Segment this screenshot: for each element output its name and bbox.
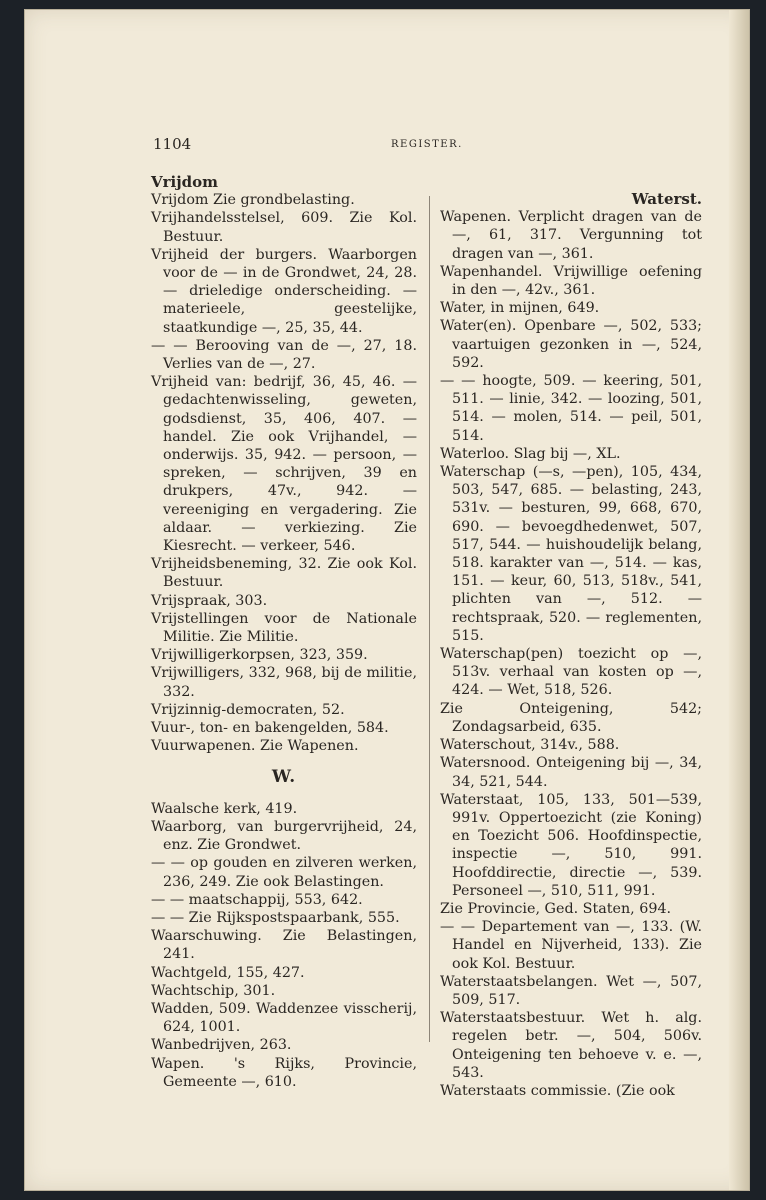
index-entry: Waterloo. Slag bij —, XL. <box>440 445 621 462</box>
running-head: REGISTER. <box>391 139 463 150</box>
index-entry: Waalsche kerk, 419. <box>151 800 298 817</box>
index-entry: Water(en). Openbare —, 502, 533; vaartuigen gezonken in —, 524, 592. <box>440 318 702 371</box>
index-entry: Wapenhandel. Vrijwillige oefening in den —, 42v., 361. <box>440 263 702 299</box>
index-entry: Vuur-, ton- en bakengelden, 584. <box>151 720 389 737</box>
index-entry: Waterstaatsbelangen. Wet —, 507, 509, 517. <box>440 973 702 1008</box>
index-entry: Vrijdom Zie grondbelasting. <box>151 192 355 209</box>
index-entry: Waterschap (—s, —pen), 105, 434, 503, 547, 685. — belasting, 243, 531v. — besturen, 99, 668, 670, 690. — bevoegdhedenwet, 507, 517, 544. — huishoudelijk belang, 518. karakter van —, 514. — kas, 151. — keur, 60, 513, 518v., 541, plichten van —, 512. — rechtspraak, 520. — reglementen, 515. <box>440 464 702 644</box>
index-entry: Wapen. 's Rijks, Provincie, Gemeente —, 610. <box>151 1055 417 1090</box>
index-entry: Watersnood. Onteigening bij —, 34, 34, 521, 544. <box>440 755 702 790</box>
index-entry: Waterstaatsbestuur. Wet h. alg. regelen betr. —, 504, 506v. Onteigening ten behoeve v. e. —, 543. <box>440 1010 702 1081</box>
index-entry: Vrijwilligerkorpsen, 323, 359. <box>151 647 368 664</box>
index-entry: — — op gouden en zilveren werken, 236, 249. Zie ook Belastingen. <box>151 855 417 890</box>
index-entry: Wapenen. Verplicht dragen van de —, 61, 317. Vergunning tot dragen van —, 361. <box>440 209 702 262</box>
left-catchword: Vrijdom <box>151 173 219 191</box>
index-entry: Wadden, 509. Waddenzee visscherij, 624, 1001. <box>151 1000 417 1036</box>
index-entry: Waarborg, van burgervrijheid, 24, enz. Zie Grondwet. <box>151 818 417 854</box>
index-entry: Wachtgeld, 155, 427. <box>151 964 305 981</box>
left-column <box>151 173 417 1091</box>
index-entry: — — Departement van —, 133. (W. Handel en Nijverheid, 133). Zie ook Kol. Bestuur. <box>440 919 702 972</box>
index-entry: — — maatschappij, 553, 642. <box>151 891 363 908</box>
page-number: 1104 <box>153 135 192 153</box>
index-entry: Vrijhandelsstelsel, 609. Zie Kol. Bestuur. <box>151 210 417 245</box>
index-entry: Waterstaats commissie. (Zie ook <box>440 1082 675 1099</box>
index-entry: — — Zie Rijkspostspaarbank, 555. <box>151 909 400 926</box>
column-divider <box>429 196 430 1042</box>
index-entry: Vrijstellingen voor de Nationale Militie. Zie Militie. <box>151 610 417 646</box>
index-entry: Vrijzinnig-democraten, 52. <box>151 701 345 718</box>
index-entry: Waterstaat, 105, 133, 501—539, 991v. Oppertoezicht (zie Koning) en Toezicht 506. Hoofdinspectie, inspectie —, 510, 991. Hoofddirectie, directie —, 539. Personeel —, 510, 511, 991. <box>440 791 702 899</box>
right-column <box>440 190 702 1100</box>
index-entry: — — Berooving van de —, 27, 18. Verlies van de —, 27. <box>151 337 417 373</box>
right-catchword: Waterst. <box>631 190 702 208</box>
index-entry: Waarschuwing. Zie Belastingen, 241. <box>151 928 417 963</box>
index-entry: Vuurwapenen. Zie Wapenen. <box>151 738 359 755</box>
index-entry: Waterschout, 314v., 588. <box>440 737 620 754</box>
index-entry: Water, in mijnen, 649. <box>440 300 600 317</box>
index-entry: Vrijspraak, 303. <box>151 592 268 609</box>
page-binding-shadow <box>729 10 749 1190</box>
index-entry: Wachtschip, 301. <box>151 982 276 999</box>
index-entry: — — hoogte, 509. — keering, 501, 511. — linie, 342. — loozing, 501, 514. — molen, 514. — peil, 501, 514. <box>440 373 702 444</box>
index-entry: Waterschap(pen) toezicht op —, 513v. verhaal van kosten op —, 424. — Wet, 518, 526. <box>440 646 702 699</box>
index-entry: Zie Onteigening, 542; Zondagsarbeid, 635. <box>440 700 702 735</box>
index-entry: Vrijheidsbeneming, 32. Zie ook Kol. Bestuur. <box>151 556 417 591</box>
section-letter-heading: W. <box>271 766 297 787</box>
index-entry: Vrijwilligers, 332, 968, bij de militie, 332. <box>151 665 417 700</box>
index-entry: Zie Provincie, Ged. Staten, 694. <box>440 900 672 917</box>
index-entry: Wanbedrijven, 263. <box>151 1037 292 1054</box>
index-entry: Vrijheid van: bedrijf, 36, 45, 46. — gedachtenwisseling, geweten, godsdienst, 35, 406, 407. — handel. Zie ook Vrijhandel, — onderwijs. 35, 942. — persoon, — spreken, — schrijven, 39 en drukpers, 47v., 942. — vereeniging en vergadering. Zie aldaar. — verkiezing. Zie Kiesrecht. — verkeer, 546. <box>151 374 417 555</box>
index-entry: Vrijheid der burgers. Waarborgen voor de — in de Grondwet, 24, 28. — drieledige onderscheiding. — materieele, geestelijke, staatkundige —, 25, 35, 44. <box>151 246 417 336</box>
book-page <box>24 9 750 1191</box>
